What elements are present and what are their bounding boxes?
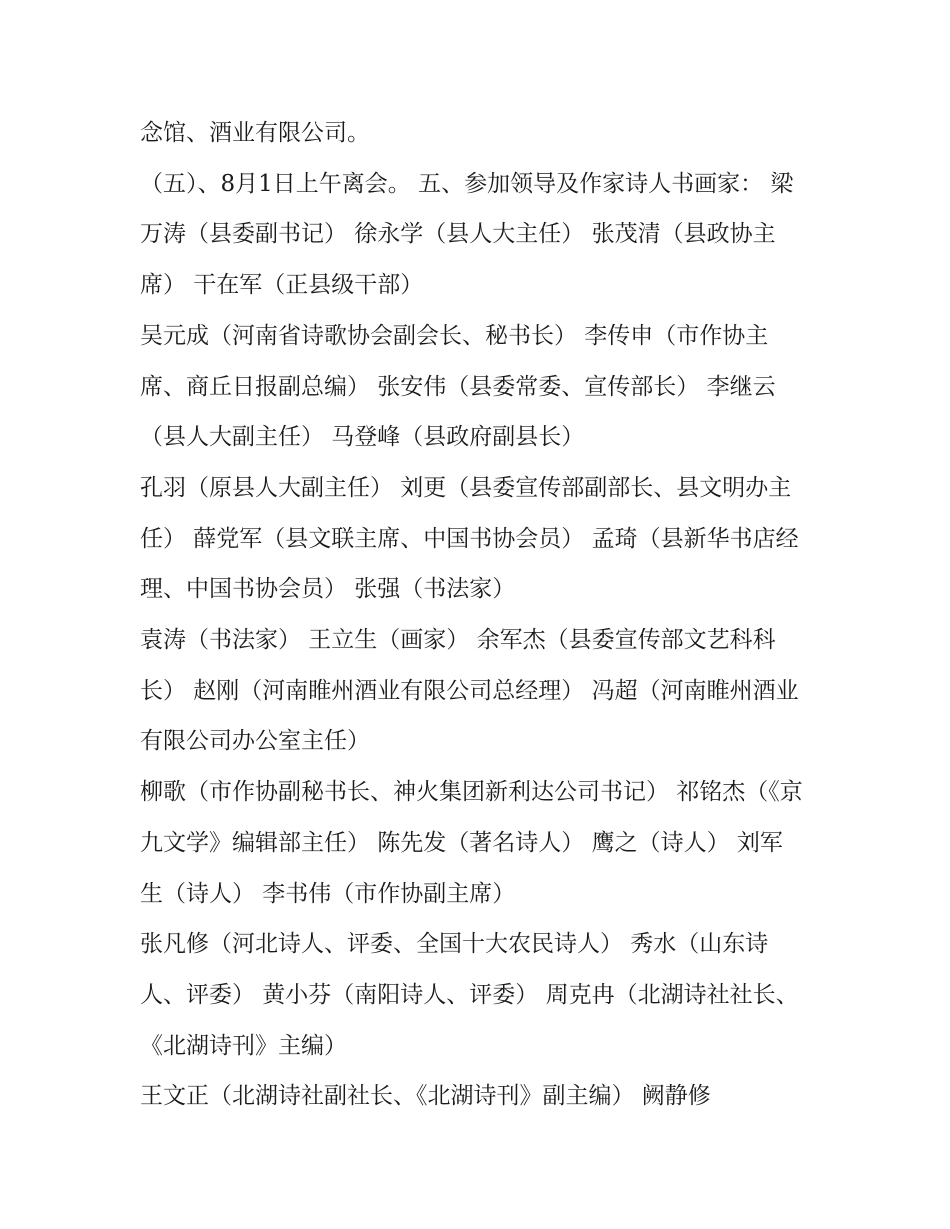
paragraph-memorial-hall: 念馆、酒业有限公司。	[140, 120, 370, 146]
paragraph-attendees-yuan-tao: 袁涛（书法家） 王立生（画家） 余军杰（县委宣传部文艺科科长） 赵刚（河南睢州酒业有限公司总经理） 冯超（河南睢州酒业有限公司办公室主任）	[140, 627, 799, 755]
paragraph-attendees-wu-yuancheng: 吴元成（河南省诗歌协会副会长、秘书长） 李传申（市作协主席、商丘日报副总编） 张安伟（县委常委、宣传部长） 李继云（县人大副主任） 马登峰（县政府副县长）	[140, 322, 776, 451]
document-body	[140, 108, 805, 1122]
paragraph-departure-and-attendees: （五）、8月1日上午离会。 五、参加领导及作家诗人书画家： 梁万涛（县委副书记） 徐永学（县人大主任） 张茂清（县政协主席） 干在军（正县级干部）	[140, 170, 794, 299]
paragraph-attendees-liu-ge: 柳歌（市作协副秘书长、神火集团新利达公司书记） 祁铭杰（《京九文学》编辑部主任） 陈先发（著名诗人） 鹰之（诗人） 刘军生（诗人） 李书伟（市作协副主席）	[140, 779, 803, 907]
paragraph-attendees-kong-yu: 孔羽（原县人大副主任） 刘更（县委宣传部副部长、县文明办主任） 薛党军（县文联主席、中国书协会员） 孟琦（县新华书店经理、中国书协会员） 张强（书法家）	[140, 474, 799, 603]
paragraph-attendees-zhang-fanxiu: 张凡修（河北诗人、评委、全国十大农民诗人） 秀水（山东诗人、评委） 黄小芬（南阳诗人、评委） 周克冉（北湖诗社社长、《北湖诗刊》主编）	[140, 931, 799, 1059]
paragraph-attendees-wang-wenzheng: 王文正（北湖诗社副社长、《北湖诗刊》副主编） 阙静修	[140, 1083, 711, 1110]
